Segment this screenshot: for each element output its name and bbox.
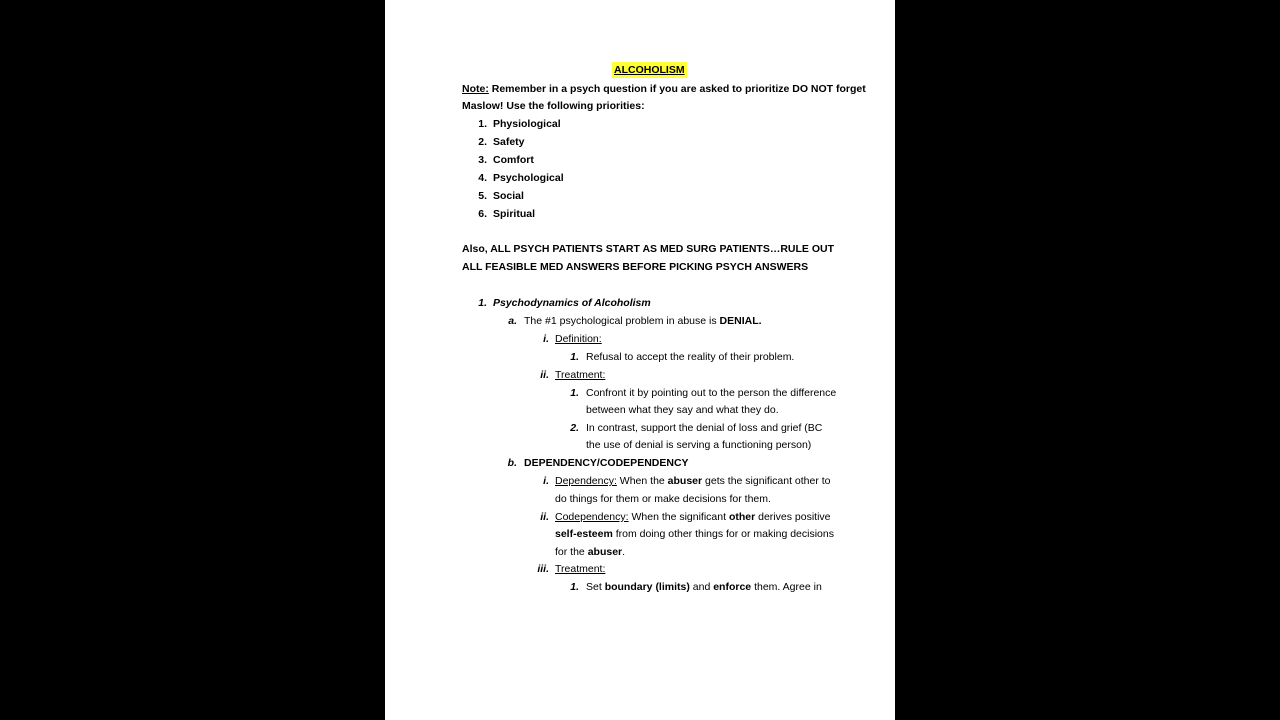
section-heading: Psychodynamics of Alcoholism <box>493 297 651 309</box>
dependency-line-1: Dependency: When the abuser gets the significant other to <box>555 475 831 487</box>
priority-item: Safety <box>493 136 525 148</box>
treatment-item: Confront it by pointing out to the person the difference <box>586 387 837 399</box>
treatment-item: In contrast, support the denial of loss and grief (BC <box>586 422 823 434</box>
priority-item: Spiritual <box>493 208 536 220</box>
note-line-2: Maslow! Use the following priorities: <box>462 100 645 112</box>
boundary-item: Set boundary (limits) and enforce them. Agree in <box>586 581 822 593</box>
treatment-label: Treatment: <box>555 563 606 575</box>
dependency-line-2: do things for them or make decisions for them. <box>555 493 771 505</box>
also-line-1: Also, ALL PSYCH PATIENTS START AS MED SURG PATIENTS…RULE OUT <box>462 243 834 255</box>
priority-item: Social <box>493 190 524 202</box>
codependency-line-1: Codependency: When the significant other derives positive <box>555 511 831 523</box>
priority-item: Psychological <box>493 172 564 184</box>
also-line-2: ALL FEASIBLE MED ANSWERS BEFORE PICKING PSYCH ANSWERS <box>462 261 809 273</box>
denial-line: The #1 psychological problem in abuse is DENIAL. <box>524 315 762 327</box>
definition-item: Refusal to accept the reality of their problem. <box>586 351 795 363</box>
dependency-heading: DEPENDENCY/CODEPENDENCY <box>524 457 689 469</box>
note-line-1: Note: Remember in a psych question if you are asked to prioritize DO NOT forget <box>462 83 866 95</box>
priority-item: Comfort <box>493 154 534 166</box>
definition-label: Definition: <box>555 333 602 345</box>
priority-item: Physiological <box>493 118 561 130</box>
treatment-item-cont: between what they say and what they do. <box>586 404 779 416</box>
treatment-item-cont: the use of denial is serving a functioning person) <box>586 439 812 451</box>
document-title: ALCOHOLISM <box>614 64 685 76</box>
note-label: Note: <box>462 83 489 95</box>
codependency-line-2: self-esteem from doing other things for or making decisions <box>555 528 834 540</box>
document-page: ALCOHOLISM Note: Remember in a psych question if you are asked to prioritize DO NOT forget Maslow! Use the following priorities: 1. Physiological 2. Safety 3. Comfort 4. Psychological 5. Social 6. Spiritual Also, ALL PSYCH PATIENTS START AS MED SURG PATIENTS…RULE OUT ALL FEASIBLE MED ANSWERS BEFORE PICKING PSYCH ANSWERS 1. Psychodynamics of Alcoholism a. The #1 psychological problem in abuse is DENIAL. i. Definition: 1. Refusal to accept the reality of their problem. ii. Treatment: 1. Confront it by pointing out to the person the difference between what they say and what they do. 2. In contrast, support the denial of loss and grief (BC the use of denial is serving a functioning person) b. DEPENDENCY/CODEPENDENCY i. Dependency: When the abuser gets the significant other to do things for them or make decisions for them. ii. Codependency: When the significant other derives positive self-esteem from doing other things for or making decisions for the abuser. iii. Treatment: 1. Set boundary (limits) and enforce them. Agree in <box>385 0 895 720</box>
treatment-label: Treatment: <box>555 369 606 381</box>
codependency-line-3: for the abuser. <box>555 546 626 558</box>
